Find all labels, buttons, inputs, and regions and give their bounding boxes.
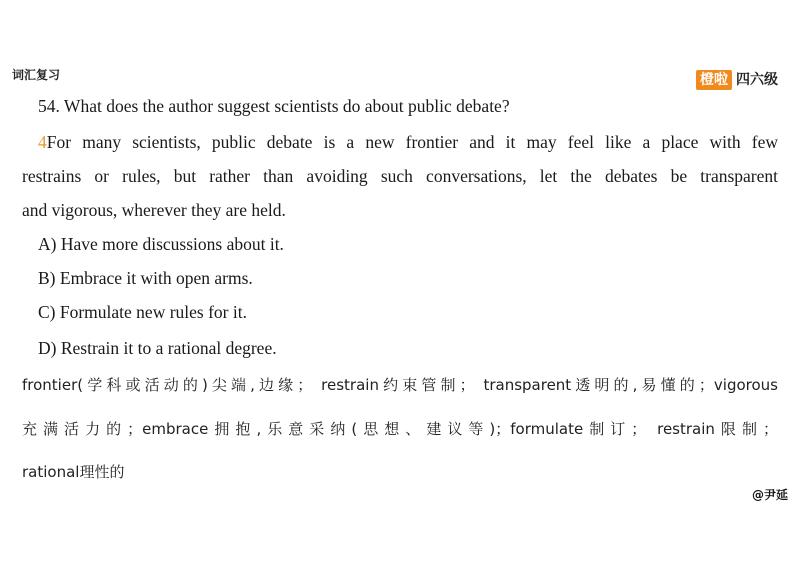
vocab-line-1: frontier(学科或活动的)尖端,边缘； restrain约束管制； transparent透明的,易懂的；vigorous xyxy=(22,376,778,394)
passage-line-2: restrains or rules, but rather than avoiding such conversations, let the debates be transparent xyxy=(22,166,778,186)
option-a: A) Have more discussions about it. xyxy=(38,234,284,254)
passage-line-1-text: For many scientists, public debate is a new frontier and it may feel like a place with few xyxy=(46,132,778,152)
option-d: D) Restrain it to a rational degree. xyxy=(38,338,277,358)
passage-line-3: and vigorous, wherever they are held. xyxy=(22,200,286,220)
vocab-line-3: rational理性的 xyxy=(22,463,125,481)
brand-orange-label: 橙啦 xyxy=(696,70,732,90)
question-stem: 54. What does the author suggest scientists do about public debate? xyxy=(38,96,510,116)
paragraph-number: 4 xyxy=(38,132,47,152)
passage-line-1 xyxy=(38,131,778,153)
section-label: 词汇复习 xyxy=(12,68,61,82)
brand-logo xyxy=(696,70,778,90)
option-b: B) Embrace it with open arms. xyxy=(38,268,253,288)
author-signature: @尹延 xyxy=(751,488,788,502)
brand-text-label: 四六级 xyxy=(736,72,778,88)
vocab-line-2: 充满活力的；embrace拥抱,乐意采纳(思想、建议等)；formulate制订； restrain限制； xyxy=(22,420,778,438)
option-c: C) Formulate new rules for it. xyxy=(38,302,247,322)
